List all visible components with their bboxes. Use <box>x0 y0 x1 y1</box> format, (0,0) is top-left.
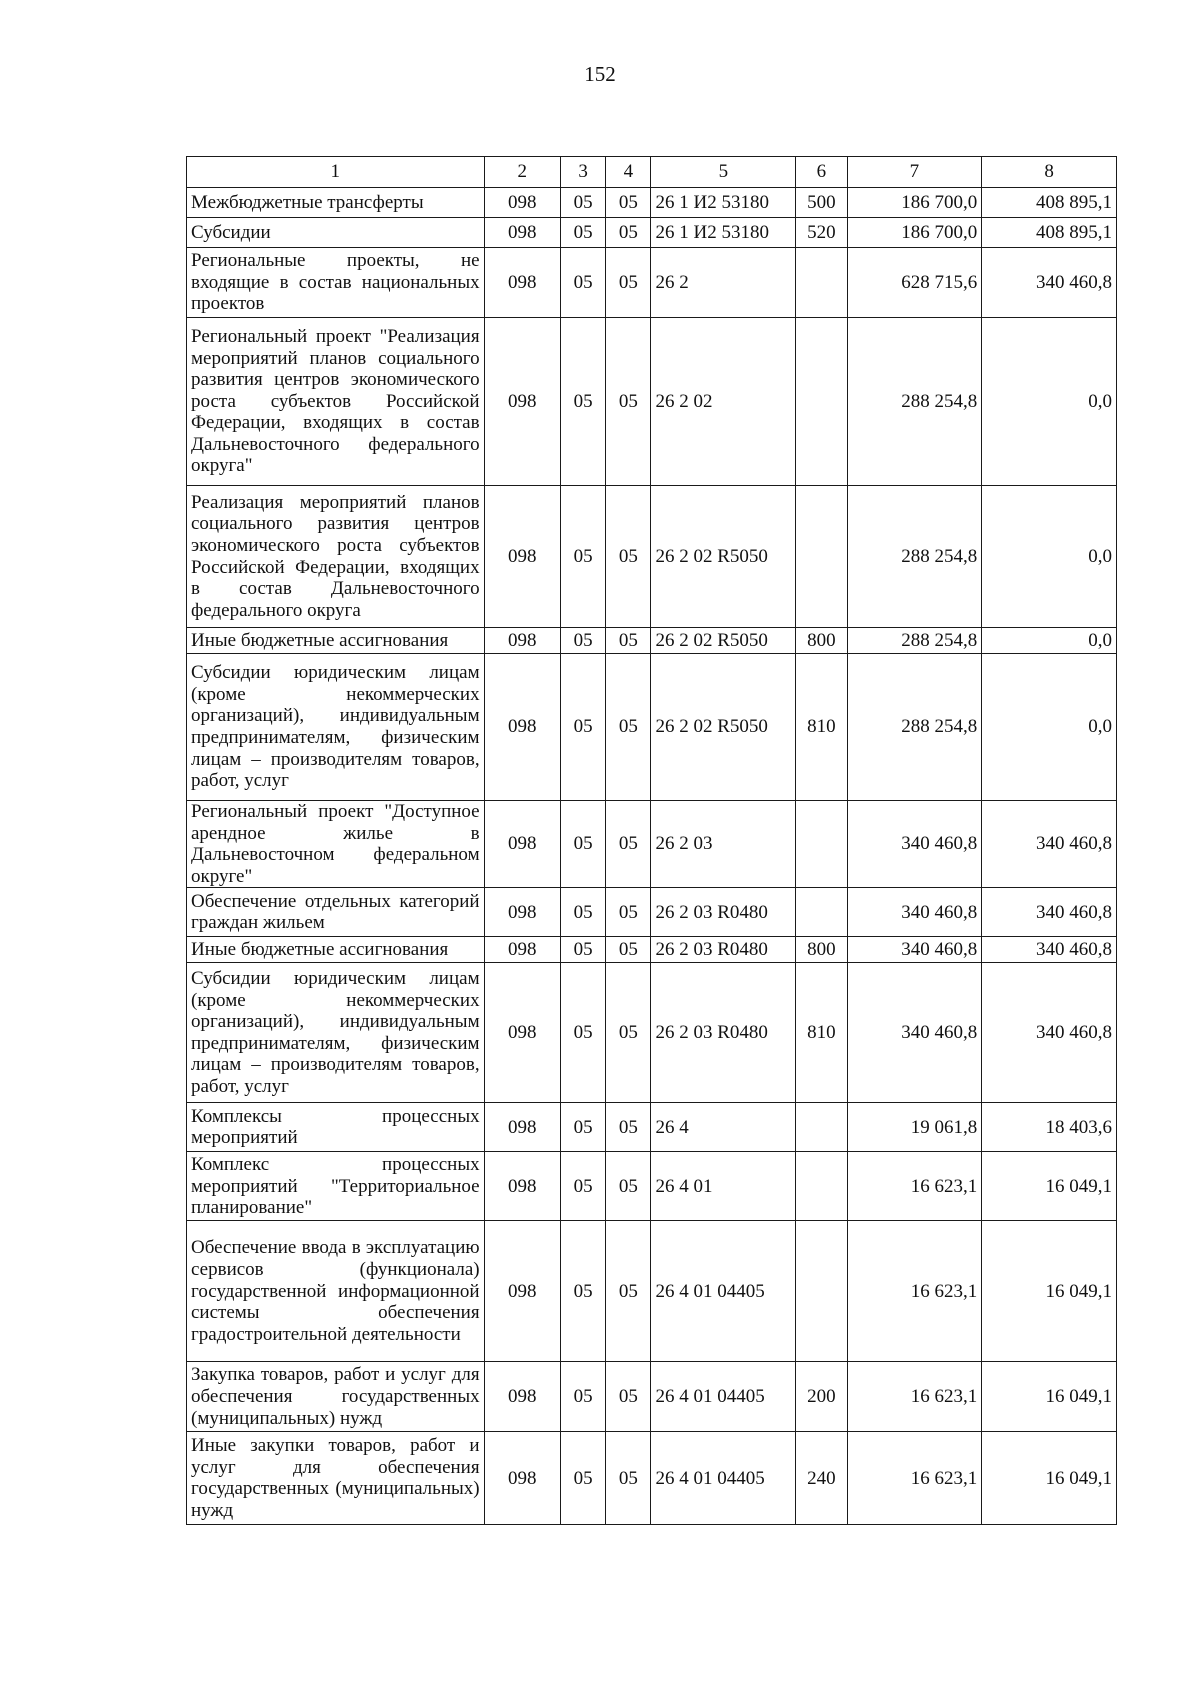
table-row <box>187 1362 1117 1432</box>
cell-target: 26 2 02 <box>651 318 796 486</box>
cell-subsection: 05 <box>606 1362 651 1432</box>
cell-amount-1: 628 715,6 <box>847 248 982 318</box>
cell-amount-2: 16 049,1 <box>982 1362 1117 1432</box>
cell-target: 26 2 03 R0480 <box>651 888 796 937</box>
cell-target: 26 4 01 <box>651 1152 796 1221</box>
cell-subsection: 05 <box>606 937 651 963</box>
cell-amount-1: 340 460,8 <box>847 963 982 1103</box>
cell-code: 098 <box>484 1103 560 1152</box>
cell-expense-type <box>796 1103 847 1152</box>
cell-amount-2: 340 460,8 <box>982 937 1117 963</box>
cell-code: 098 <box>484 1221 560 1362</box>
cell-expense-type <box>796 1221 847 1362</box>
cell-amount-2: 0,0 <box>982 486 1117 628</box>
cell-amount-2: 0,0 <box>982 318 1117 486</box>
cell-section: 05 <box>561 888 606 937</box>
row-name: Закупка товаров, работ и услуг для обеспечения государственных (муниципальных) нужд <box>187 1362 485 1432</box>
cell-amount-2: 408 895,1 <box>982 188 1117 218</box>
cell-subsection: 05 <box>606 654 651 801</box>
table-row <box>187 937 1117 963</box>
cell-subsection: 05 <box>606 318 651 486</box>
row-name: Реализация мероприятий планов социального развития центров экономического роста субъектов Российской Федерации, входящих в состав Дальневосточного федерального округа <box>187 486 485 628</box>
cell-section: 05 <box>561 1103 606 1152</box>
row-name: Региональные проекты, не входящие в состав национальных проектов <box>187 248 485 318</box>
table-row <box>187 888 1117 937</box>
cell-expense-type: 240 <box>796 1432 847 1525</box>
cell-subsection: 05 <box>606 888 651 937</box>
row-name: Иные бюджетные ассигнования <box>187 937 485 963</box>
row-name: Иные бюджетные ассигнования <box>187 628 485 654</box>
cell-target: 26 4 01 04405 <box>651 1432 796 1525</box>
row-name: Субсидии <box>187 218 485 248</box>
cell-code: 098 <box>484 188 560 218</box>
cell-amount-2: 340 460,8 <box>982 248 1117 318</box>
cell-code: 098 <box>484 801 560 888</box>
cell-target: 26 4 <box>651 1103 796 1152</box>
cell-amount-2: 340 460,8 <box>982 963 1117 1103</box>
cell-expense-type <box>796 1152 847 1221</box>
cell-amount-2: 0,0 <box>982 628 1117 654</box>
cell-expense-type <box>796 318 847 486</box>
cell-subsection: 05 <box>606 801 651 888</box>
cell-target: 26 2 03 <box>651 801 796 888</box>
cell-target: 26 2 03 R0480 <box>651 963 796 1103</box>
cell-amount-2: 16 049,1 <box>982 1432 1117 1525</box>
table-row <box>187 1103 1117 1152</box>
cell-expense-type <box>796 486 847 628</box>
table-row <box>187 188 1117 218</box>
column-header: 5 <box>651 157 796 188</box>
cell-expense-type <box>796 801 847 888</box>
cell-code: 098 <box>484 628 560 654</box>
row-name: Обеспечение ввода в эксплуатацию сервисов (функционала) государственной информационной системы обеспечения градостроительной деятельности <box>187 1221 485 1362</box>
column-header: 3 <box>561 157 606 188</box>
row-name: Региональный проект "Реализация мероприятий планов социального развития центров экономического роста субъектов Российской Федерации, входящих в состав Дальневосточного федерального округа" <box>187 318 485 486</box>
cell-subsection: 05 <box>606 963 651 1103</box>
row-name: Иные закупки товаров, работ и услуг для обеспечения государственных (муниципальных) нужд <box>187 1432 485 1525</box>
cell-code: 098 <box>484 1432 560 1525</box>
cell-target: 26 2 02 R5050 <box>651 654 796 801</box>
cell-section: 05 <box>561 801 606 888</box>
cell-amount-2: 408 895,1 <box>982 218 1117 248</box>
cell-subsection: 05 <box>606 486 651 628</box>
cell-amount-1: 340 460,8 <box>847 888 982 937</box>
cell-code: 098 <box>484 248 560 318</box>
cell-code: 098 <box>484 218 560 248</box>
cell-subsection: 05 <box>606 1152 651 1221</box>
cell-section: 05 <box>561 318 606 486</box>
cell-subsection: 05 <box>606 188 651 218</box>
cell-code: 098 <box>484 318 560 486</box>
cell-expense-type: 800 <box>796 937 847 963</box>
cell-amount-2: 16 049,1 <box>982 1152 1117 1221</box>
cell-amount-1: 16 623,1 <box>847 1432 982 1525</box>
cell-amount-1: 16 623,1 <box>847 1362 982 1432</box>
budget-table <box>186 156 1117 1525</box>
cell-code: 098 <box>484 1362 560 1432</box>
column-header: 1 <box>187 157 485 188</box>
cell-amount-1: 340 460,8 <box>847 937 982 963</box>
cell-subsection: 05 <box>606 628 651 654</box>
row-name: Обеспечение отдельных категорий граждан жильем <box>187 888 485 937</box>
cell-subsection: 05 <box>606 1221 651 1362</box>
row-name: Субсидии юридическим лицам (кроме некоммерческих организаций), индивидуальным предпринимателям, физическим лицам – производителям товаров, работ, услуг <box>187 654 485 801</box>
table-row <box>187 801 1117 888</box>
cell-target: 26 2 03 R0480 <box>651 937 796 963</box>
cell-amount-1: 16 623,1 <box>847 1221 982 1362</box>
cell-amount-1: 288 254,8 <box>847 318 982 486</box>
cell-target: 26 2 <box>651 248 796 318</box>
header-row <box>187 157 1117 188</box>
cell-section: 05 <box>561 188 606 218</box>
column-header: 4 <box>606 157 651 188</box>
row-name: Региональный проект "Доступное арендное жилье в Дальневосточном федеральном округе" <box>187 801 485 888</box>
cell-section: 05 <box>561 1152 606 1221</box>
column-header: 2 <box>484 157 560 188</box>
cell-target: 26 2 02 R5050 <box>651 628 796 654</box>
cell-section: 05 <box>561 1432 606 1525</box>
table-row <box>187 486 1117 628</box>
cell-expense-type: 200 <box>796 1362 847 1432</box>
cell-target: 26 4 01 04405 <box>651 1221 796 1362</box>
cell-section: 05 <box>561 248 606 318</box>
cell-subsection: 05 <box>606 218 651 248</box>
cell-section: 05 <box>561 963 606 1103</box>
cell-amount-1: 288 254,8 <box>847 486 982 628</box>
table-row <box>187 1432 1117 1525</box>
cell-amount-1: 19 061,8 <box>847 1103 982 1152</box>
cell-amount-1: 340 460,8 <box>847 801 982 888</box>
cell-expense-type: 810 <box>796 654 847 801</box>
cell-expense-type: 500 <box>796 188 847 218</box>
cell-section: 05 <box>561 218 606 248</box>
cell-code: 098 <box>484 1152 560 1221</box>
cell-amount-1: 288 254,8 <box>847 654 982 801</box>
table-row <box>187 248 1117 318</box>
cell-code: 098 <box>484 654 560 801</box>
cell-amount-2: 0,0 <box>982 654 1117 801</box>
row-name: Межбюджетные трансферты <box>187 188 485 218</box>
table-row <box>187 318 1117 486</box>
cell-section: 05 <box>561 937 606 963</box>
column-header: 7 <box>847 157 982 188</box>
cell-subsection: 05 <box>606 248 651 318</box>
column-header: 8 <box>982 157 1117 188</box>
cell-code: 098 <box>484 486 560 628</box>
cell-subsection: 05 <box>606 1103 651 1152</box>
cell-section: 05 <box>561 654 606 801</box>
cell-expense-type <box>796 888 847 937</box>
row-name: Комплексы процессных мероприятий <box>187 1103 485 1152</box>
cell-expense-type: 800 <box>796 628 847 654</box>
table-row <box>187 963 1117 1103</box>
cell-target: 26 2 02 R5050 <box>651 486 796 628</box>
cell-section: 05 <box>561 1362 606 1432</box>
cell-code: 098 <box>484 963 560 1103</box>
cell-code: 098 <box>484 888 560 937</box>
cell-section: 05 <box>561 1221 606 1362</box>
row-name: Комплекс процессных мероприятий "Территориальное планирование" <box>187 1152 485 1221</box>
cell-amount-1: 16 623,1 <box>847 1152 982 1221</box>
page-number: 152 <box>584 62 616 86</box>
table-row <box>187 654 1117 801</box>
cell-subsection: 05 <box>606 1432 651 1525</box>
cell-amount-2: 340 460,8 <box>982 888 1117 937</box>
row-name: Субсидии юридическим лицам (кроме некоммерческих организаций), индивидуальным предпринимателям, физическим лицам – производителям товаров, работ, услуг <box>187 963 485 1103</box>
table-row <box>187 218 1117 248</box>
column-header: 6 <box>796 157 847 188</box>
cell-section: 05 <box>561 628 606 654</box>
cell-amount-1: 186 700,0 <box>847 218 982 248</box>
cell-target: 26 1 И2 53180 <box>651 218 796 248</box>
table-row <box>187 1221 1117 1362</box>
cell-expense-type: 520 <box>796 218 847 248</box>
cell-amount-2: 340 460,8 <box>982 801 1117 888</box>
cell-amount-2: 18 403,6 <box>982 1103 1117 1152</box>
cell-target: 26 1 И2 53180 <box>651 188 796 218</box>
cell-amount-1: 186 700,0 <box>847 188 982 218</box>
table-row <box>187 628 1117 654</box>
table-row <box>187 1152 1117 1221</box>
cell-expense-type: 810 <box>796 963 847 1103</box>
cell-code: 098 <box>484 937 560 963</box>
cell-expense-type <box>796 248 847 318</box>
cell-section: 05 <box>561 486 606 628</box>
cell-amount-1: 288 254,8 <box>847 628 982 654</box>
cell-amount-2: 16 049,1 <box>982 1221 1117 1362</box>
cell-target: 26 4 01 04405 <box>651 1362 796 1432</box>
